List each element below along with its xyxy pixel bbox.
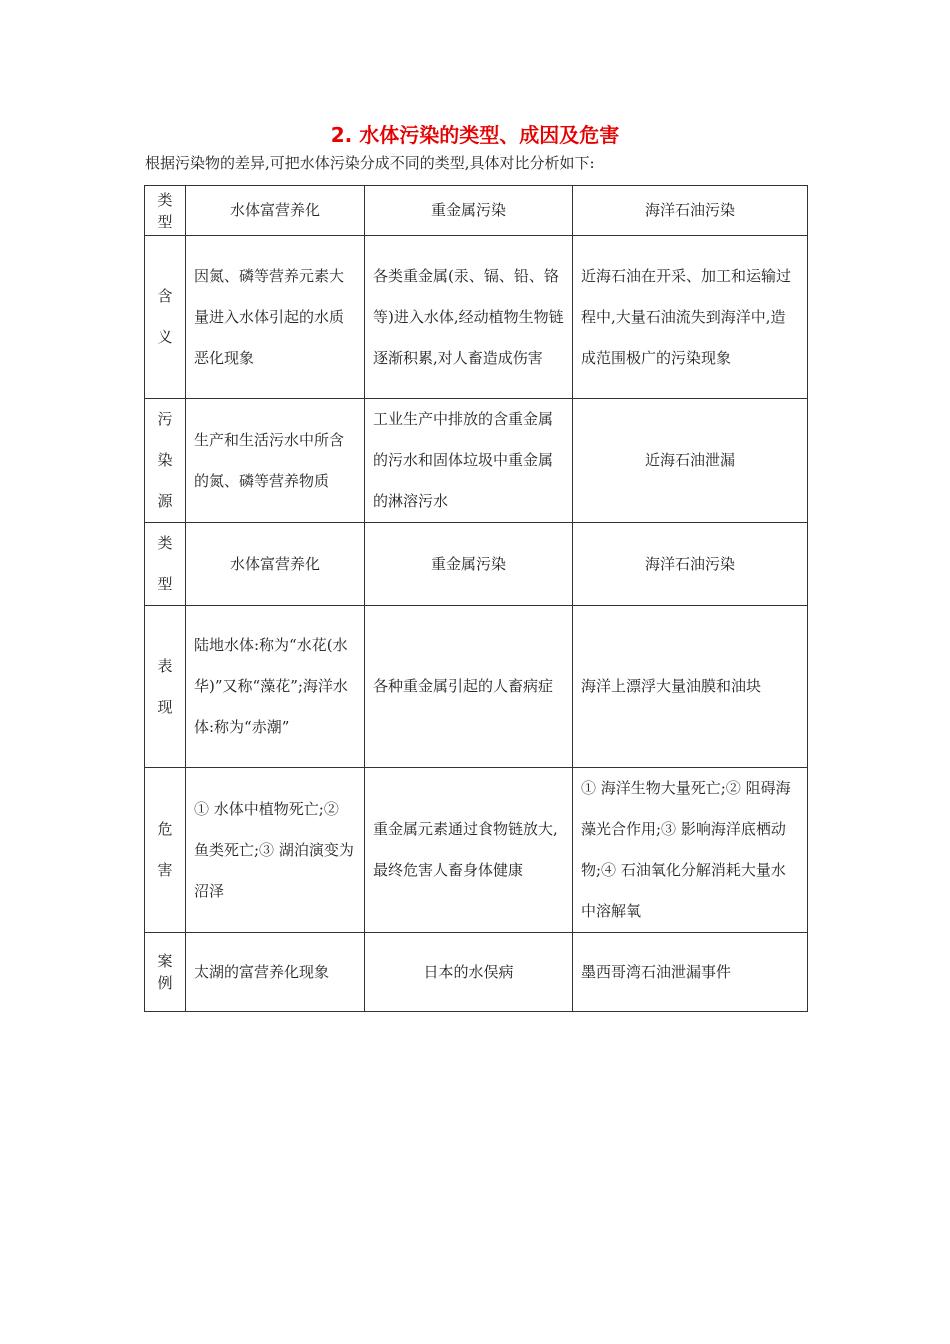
table-cell: 海洋石油污染 xyxy=(573,523,808,606)
page-title: 2. 水体污染的类型、成因及危害 xyxy=(330,123,620,147)
row-header-meaning: 含义 xyxy=(157,287,173,346)
row-header-manifestation: 表现 xyxy=(157,656,173,716)
table-row xyxy=(145,186,808,236)
row-header-cell xyxy=(145,606,186,768)
table-row xyxy=(145,933,808,1012)
table-cell: 墨西哥湾石油泄漏事件 xyxy=(573,933,808,1012)
table-cell: 各类重金属(汞、镉、铅、铬等)进入水体,经动植物生物链逐渐积累,对人畜造成伤害 xyxy=(365,236,573,399)
table-cell: 工业生产中排放的含重金属的污水和固体垃圾中重金属的淋溶污水 xyxy=(365,399,573,523)
table-cell: 重金属污染 xyxy=(365,186,573,236)
table-cell: 重金属污染 xyxy=(365,523,573,606)
table-cell: 生产和生活污水中所含的氮、磷等营养物质 xyxy=(186,399,365,523)
table-cell: 陆地水体:称为“水花(水华)”又称“藻花”;海洋水体:称为“赤潮” xyxy=(186,606,365,768)
table-cell: 各种重金属引起的人畜病症 xyxy=(365,606,573,768)
table-cell: 太湖的富营养化现象 xyxy=(186,933,365,1012)
table-cell: 海洋上漂浮大量油膜和油块 xyxy=(573,606,808,768)
table-cell: 水体富营养化 xyxy=(186,523,365,606)
row-header-cell xyxy=(145,186,186,236)
table-cell: 因氮、磷等营养元素大量进入水体引起的水质恶化现象 xyxy=(186,236,365,399)
table-cell: ① 水体中植物死亡;② 鱼类死亡;③ 湖泊演变为沼泽 xyxy=(186,768,365,933)
row-header-cell xyxy=(145,236,186,399)
row-header-cell xyxy=(145,399,186,523)
row-header-type: 类型 xyxy=(157,190,173,231)
table-row xyxy=(145,399,808,523)
intro-paragraph: 根据污染物的差异,可把水体污染分成不同的类型,具体对比分析如下: xyxy=(145,154,595,172)
row-header-type: 类型 xyxy=(157,534,173,593)
table-cell: 水体富营养化 xyxy=(186,186,365,236)
table-row xyxy=(145,606,808,768)
row-header-case: 案例 xyxy=(157,952,173,992)
row-header-cell xyxy=(145,523,186,606)
row-header-source: 污染源 xyxy=(157,410,173,510)
comparison-table xyxy=(144,185,808,1012)
table-cell: 近海石油泄漏 xyxy=(573,399,808,523)
row-header-cell xyxy=(145,768,186,933)
table-cell: 近海石油在开采、加工和运输过程中,大量石油流失到海洋中,造成范围极广的污染现象 xyxy=(573,236,808,399)
table-cell: 海洋石油污染 xyxy=(573,186,808,236)
table-row xyxy=(145,523,808,606)
table-row xyxy=(145,236,808,399)
table-cell: 重金属元素通过食物链放大,最终危害人畜身体健康 xyxy=(365,768,573,933)
row-header-harm: 危害 xyxy=(157,820,173,879)
row-header-cell xyxy=(145,933,186,1012)
table-row xyxy=(145,768,808,933)
table-cell: ① 海洋生物大量死亡;② 阻碍海藻光合作用;③ 影响海洋底栖动物;④ 石油氧化分解消耗大量水中溶解氧 xyxy=(573,768,808,933)
table-cell: 日本的水俣病 xyxy=(365,933,573,1012)
